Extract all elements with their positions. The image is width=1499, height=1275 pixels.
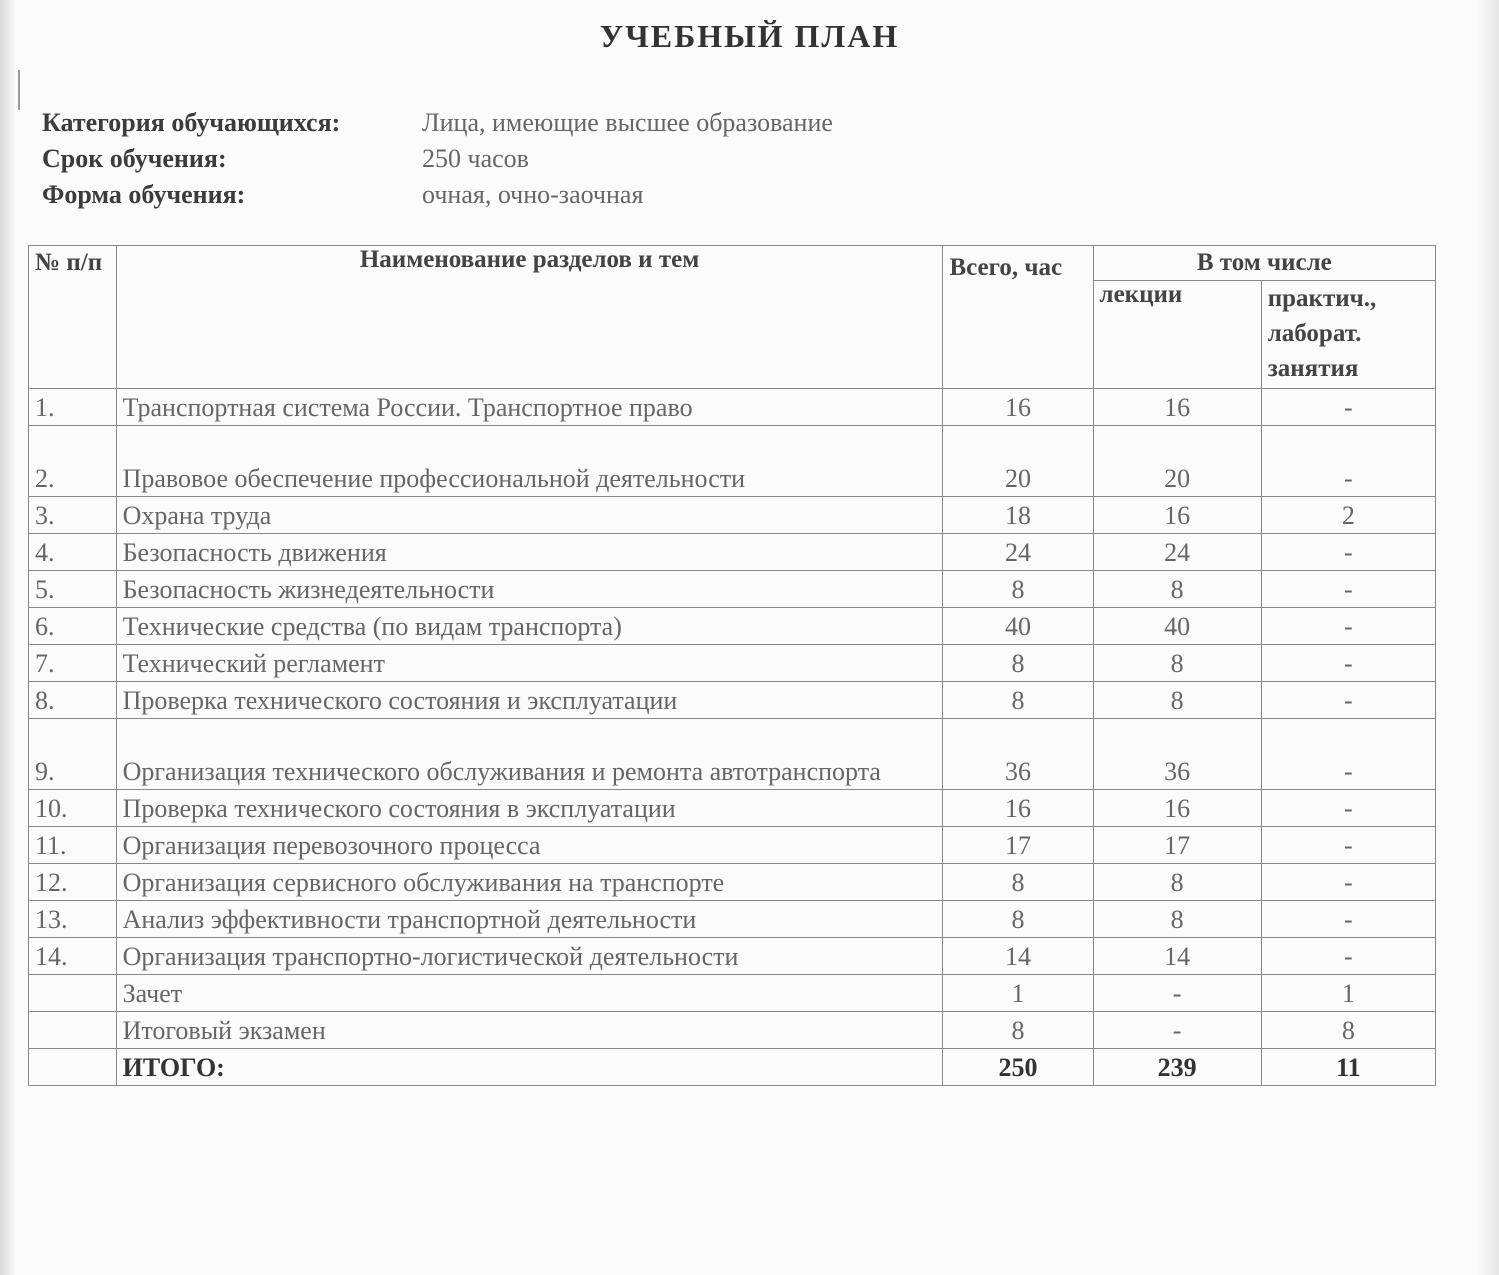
meta-category-value: Лица, имеющие высшее образование [422, 108, 833, 137]
row-name: Организация транспортно-логистической деятельности [116, 938, 943, 975]
row-total-hours: 16 [943, 389, 1093, 426]
table-row [29, 426, 1436, 497]
row-practice: - [1261, 719, 1435, 790]
meta-category-label: Категория обучающихся: [42, 108, 341, 137]
row-lectures: 16 [1093, 497, 1261, 534]
row-practice: - [1261, 426, 1435, 497]
row-lectures: 8 [1093, 645, 1261, 682]
table-row [29, 682, 1436, 719]
page-edge-left [0, 0, 14, 1275]
row-practice: 8 [1261, 1012, 1435, 1049]
table-row [29, 975, 1436, 1012]
row-lectures: 16 [1093, 389, 1261, 426]
total-num-cell [29, 1049, 117, 1086]
curriculum-table-body [29, 389, 1436, 1049]
row-num: 2. [29, 426, 117, 497]
row-lectures: 14 [1093, 938, 1261, 975]
meta-category [42, 105, 833, 141]
row-practice: - [1261, 682, 1435, 719]
program-meta [42, 105, 833, 213]
header-name: Наименование разделов и тем [116, 246, 943, 389]
total-row [29, 1049, 1436, 1086]
row-name: Организация сервисного обслуживания на транспорте [116, 864, 943, 901]
row-num: 11. [29, 827, 117, 864]
row-total-hours: 24 [943, 534, 1093, 571]
row-lectures: 36 [1093, 719, 1261, 790]
row-total-hours: 40 [943, 608, 1093, 645]
table-row [29, 790, 1436, 827]
row-total-hours: 8 [943, 864, 1093, 901]
row-total-hours: 16 [943, 790, 1093, 827]
meta-duration [42, 141, 833, 177]
total-hours: 250 [943, 1049, 1093, 1086]
meta-form [42, 177, 833, 213]
row-lectures: - [1093, 1012, 1261, 1049]
row-name: Правовое обеспечение профессиональной деятельности [116, 426, 943, 497]
row-practice: - [1261, 864, 1435, 901]
table-row [29, 864, 1436, 901]
row-num: 9. [29, 719, 117, 790]
row-practice: - [1261, 827, 1435, 864]
row-practice: - [1261, 645, 1435, 682]
meta-duration-value: 250 часов [422, 144, 529, 173]
table-row [29, 534, 1436, 571]
table-row [29, 608, 1436, 645]
row-practice: - [1261, 608, 1435, 645]
row-num [29, 1012, 117, 1049]
table-row [29, 645, 1436, 682]
row-num: 4. [29, 534, 117, 571]
row-lectures: - [1093, 975, 1261, 1012]
scan-mark [18, 70, 20, 110]
row-total-hours: 8 [943, 571, 1093, 608]
row-name: Организация перевозочного процесса [116, 827, 943, 864]
row-total-hours: 1 [943, 975, 1093, 1012]
row-num: 6. [29, 608, 117, 645]
row-practice: - [1261, 938, 1435, 975]
row-lectures: 24 [1093, 534, 1261, 571]
table-row [29, 827, 1436, 864]
row-total-hours: 17 [943, 827, 1093, 864]
row-total-hours: 8 [943, 682, 1093, 719]
row-name: Зачет [116, 975, 943, 1012]
row-practice: 1 [1261, 975, 1435, 1012]
row-lectures: 8 [1093, 682, 1261, 719]
row-lectures: 8 [1093, 571, 1261, 608]
row-name: Охрана труда [116, 497, 943, 534]
total-label: ИТОГО: [116, 1049, 943, 1086]
table-row [29, 719, 1436, 790]
header-group: В том числе [1093, 246, 1435, 281]
row-practice: - [1261, 571, 1435, 608]
table-row [29, 389, 1436, 426]
row-num [29, 975, 117, 1012]
row-lectures: 8 [1093, 901, 1261, 938]
row-total-hours: 18 [943, 497, 1093, 534]
header-total: Всего, час [943, 246, 1093, 389]
row-practice: - [1261, 790, 1435, 827]
row-lectures: 16 [1093, 790, 1261, 827]
table-row [29, 1012, 1436, 1049]
row-num: 1. [29, 389, 117, 426]
row-name: Итоговый экзамен [116, 1012, 943, 1049]
row-name: Безопасность движения [116, 534, 943, 571]
total-practice: 11 [1261, 1049, 1435, 1086]
row-num: 5. [29, 571, 117, 608]
row-name: Проверка технического состояния в эксплуатации [116, 790, 943, 827]
row-total-hours: 8 [943, 901, 1093, 938]
curriculum-table [28, 245, 1436, 1086]
row-practice: - [1261, 389, 1435, 426]
row-num: 13. [29, 901, 117, 938]
row-total-hours: 8 [943, 1012, 1093, 1049]
table-row [29, 938, 1436, 975]
row-total-hours: 20 [943, 426, 1093, 497]
row-practice: 2 [1261, 497, 1435, 534]
row-practice: - [1261, 534, 1435, 571]
page-title: УЧЕБНЫЙ ПЛАН [599, 18, 900, 54]
row-num: 8. [29, 682, 117, 719]
row-name: Транспортная система России. Транспортное право [116, 389, 943, 426]
row-num: 14. [29, 938, 117, 975]
row-total-hours: 14 [943, 938, 1093, 975]
table-row [29, 571, 1436, 608]
row-num: 3. [29, 497, 117, 534]
row-name: Технический регламент [116, 645, 943, 682]
row-name: Безопасность жизнедеятельности [116, 571, 943, 608]
meta-form-value: очная, очно-заочная [422, 180, 644, 209]
row-name: Анализ эффективности транспортной деятельности [116, 901, 943, 938]
row-name: Проверка технического состояния и эксплуатации [116, 682, 943, 719]
row-practice: - [1261, 901, 1435, 938]
total-lectures: 239 [1093, 1049, 1261, 1086]
row-lectures: 40 [1093, 608, 1261, 645]
page-edge-right [1477, 0, 1499, 1275]
row-lectures: 8 [1093, 864, 1261, 901]
header-num: № п/п [29, 246, 117, 389]
row-name: Организация технического обслуживания и ремонта автотранспорта [116, 719, 943, 790]
meta-duration-label: Срок обучения: [42, 144, 227, 173]
row-name: Технические средства (по видам транспорта) [116, 608, 943, 645]
header-lectures: лекции [1093, 281, 1261, 389]
row-lectures: 17 [1093, 827, 1261, 864]
meta-form-label: Форма обучения: [42, 180, 246, 209]
row-total-hours: 36 [943, 719, 1093, 790]
row-total-hours: 8 [943, 645, 1093, 682]
row-num: 7. [29, 645, 117, 682]
row-num: 12. [29, 864, 117, 901]
header-practice: практич., лаборат. занятия [1261, 281, 1435, 389]
table-row [29, 901, 1436, 938]
row-num: 10. [29, 790, 117, 827]
row-lectures: 20 [1093, 426, 1261, 497]
table-row [29, 497, 1436, 534]
